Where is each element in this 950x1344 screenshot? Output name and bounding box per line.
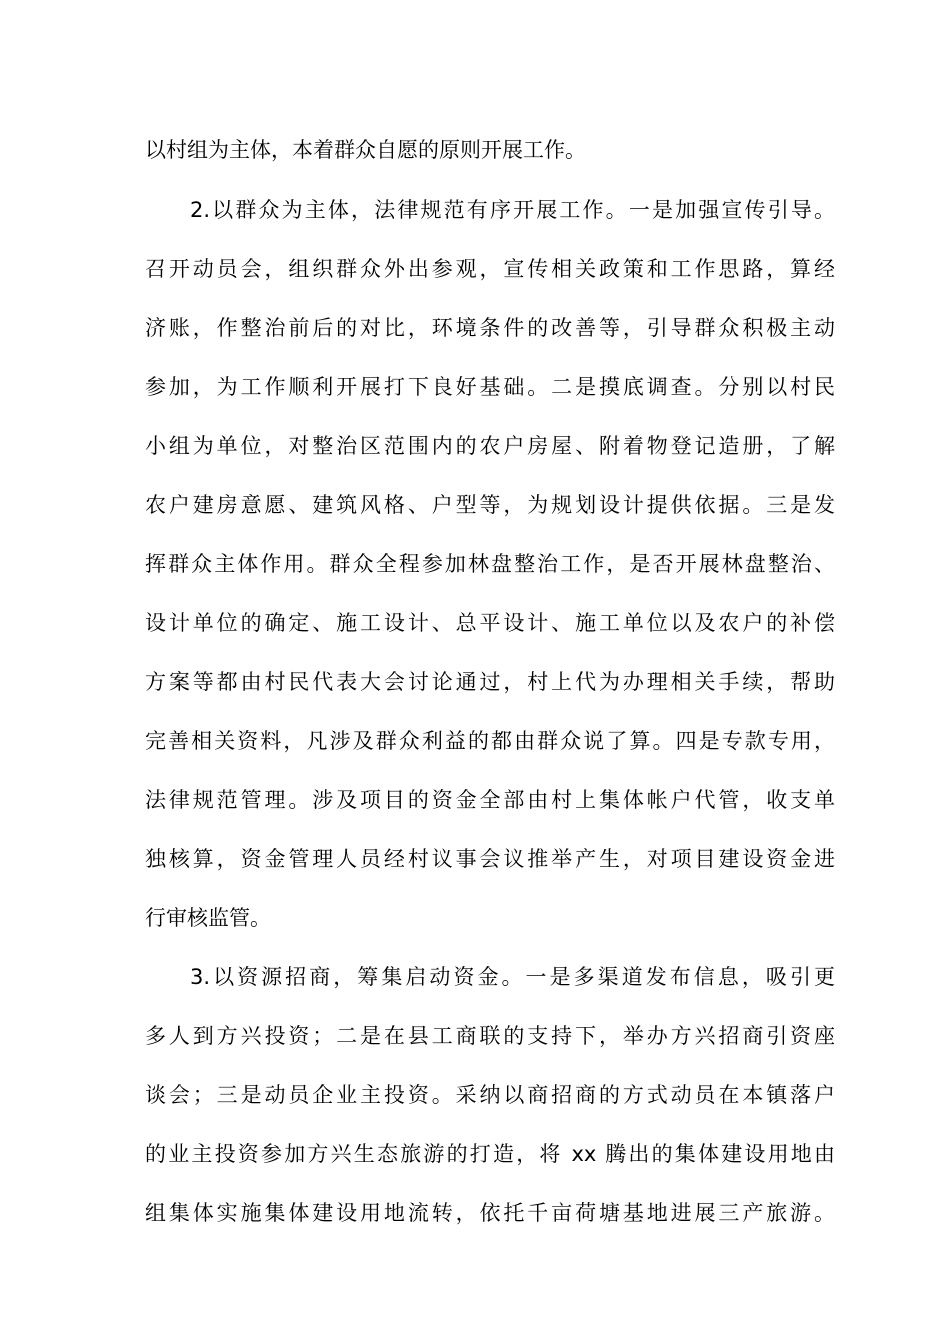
text-line: 谈会；三是动员企业主投资。采纳以商招商的方式动员在本镇落户 <box>145 1083 835 1107</box>
text-line: 参加，为工作顺利开展打下良好基础。二是摸底调查。分别以村民 <box>145 375 835 399</box>
text-line: 行审核监管。 <box>145 906 271 930</box>
text-line: 农户建房意愿、建筑风格、户型等，为规划设计提供依据。三是发 <box>145 493 835 517</box>
text-line: 以村组为主体，本着群众自愿的原则开展工作。 <box>145 138 586 162</box>
text-line: 召开动员会，组织群众外出参观，宣传相关政策和工作思路，算经 <box>145 257 835 281</box>
text-line: 小组为单位，对整治区范围内的农户房屋、附着物登记造册，了解 <box>145 434 835 458</box>
text-line: 2.以群众为主体，法律规范有序开展工作。一是加强宣传引导。 <box>190 198 835 222</box>
text-line: 挥群众主体作用。群众全程参加林盘整治工作，是否开展林盘整治、 <box>145 552 835 576</box>
text-line: 法律规范管理。涉及项目的资金全部由村上集体帐户代管，收支单 <box>145 788 835 812</box>
text-line: 3.以资源招商，筹集启动资金。一是多渠道发布信息，吸引更 <box>190 965 835 989</box>
text-line: 方案等都由村民代表大会讨论通过，村上代为办理相关手续，帮助 <box>145 670 835 694</box>
text-line: 组集体实施集体建设用地流转，依托千亩荷塘基地进展三产旅游。 <box>145 1201 835 1225</box>
text-line: 设计单位的确定、施工设计、总平设计、施工单位以及农户的补偿 <box>145 611 835 635</box>
text-line: 完善相关资料，凡涉及群众利益的都由群众说了算。四是专款专用， <box>145 729 835 753</box>
text-line: 的业主投资参加方兴生态旅游的打造，将 xx 腾出的集体建设用地由 <box>145 1142 835 1166</box>
text-line: 济账，作整治前后的对比，环境条件的改善等，引导群众积极主动 <box>145 316 835 340</box>
text-line: 独核算，资金管理人员经村议事会议推举产生，对项目建设资金进 <box>145 847 835 871</box>
text-line: 多人到方兴投资；二是在县工商联的支持下，举办方兴招商引资座 <box>145 1024 835 1048</box>
